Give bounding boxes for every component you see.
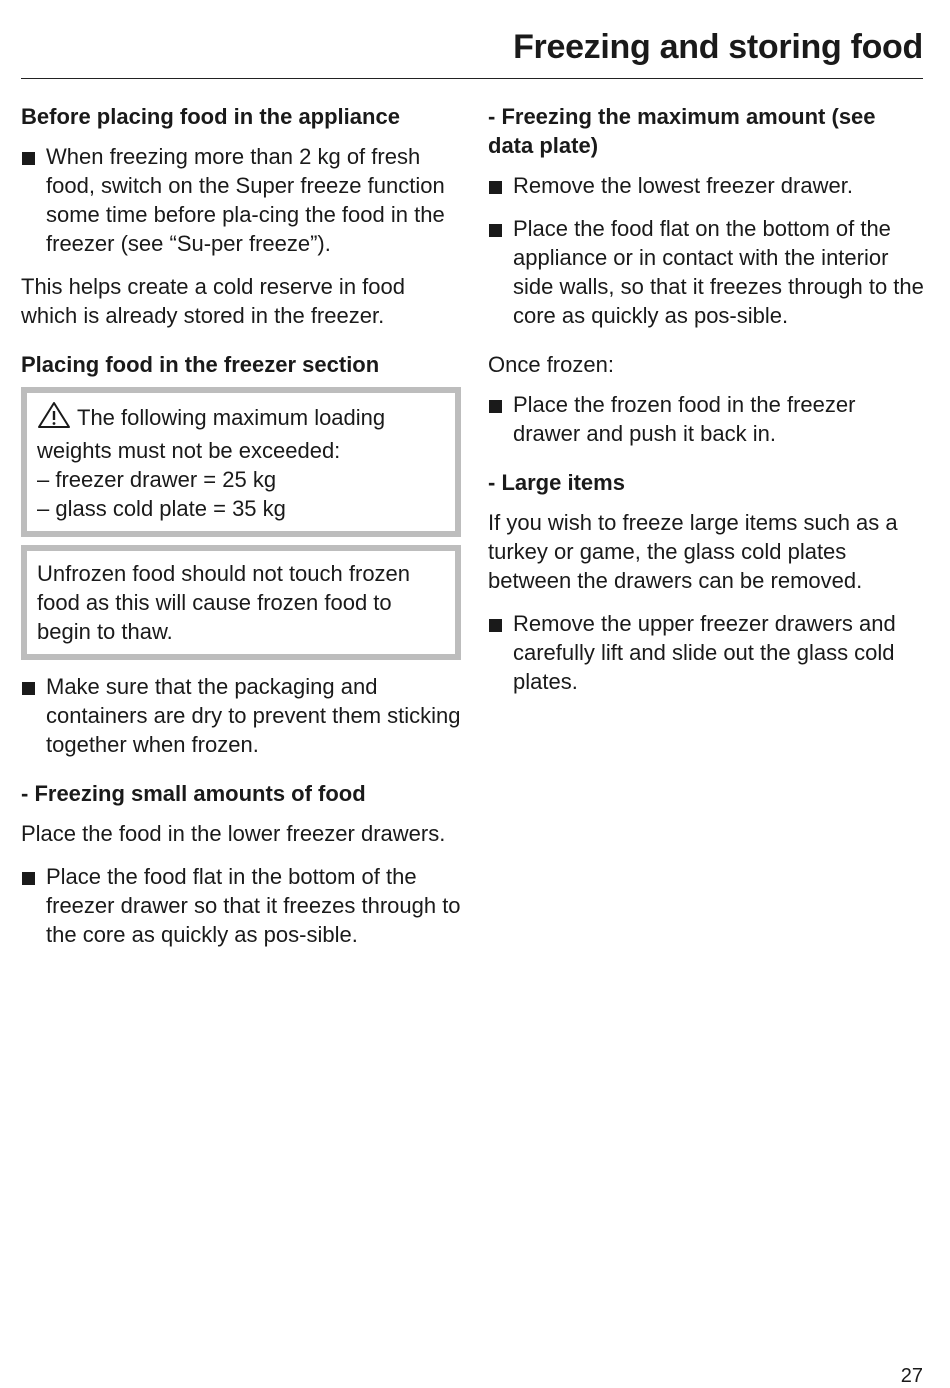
paragraph-cold-reserve: This helps create a cold reserve in food which is already stored in the freezer. [21,274,405,328]
bullet-place-frozen-food: Place the frozen food in the freezer drawer and push it back in. [488,390,926,448]
bullet-square-icon [22,872,35,885]
bullet-food-flat-bottom: Place the food flat on the bottom of the appliance or in contact with the interior side walls, so that it freezes through to the core as quickly as pos-sible. [488,214,926,330]
bullet-square-icon [22,152,35,165]
section-heading-small-amounts: - Freezing small amounts of food [21,781,366,806]
warning-limit-plate: – glass cold plate = 35 kg [37,496,286,521]
header-rule [21,78,923,79]
bullet-square-icon [489,400,502,413]
paragraph-once-frozen: Once frozen: [488,352,614,377]
bullet-square-icon [489,181,502,194]
bullet-square-icon [489,619,502,632]
section-heading-before-placing: Before placing food in the appliance [21,104,400,129]
page-number: 27 [900,1365,923,1387]
warning-limit-drawer: – freezer drawer = 25 kg [37,467,277,492]
left-column [21,102,461,949]
bullet-packaging-dry: Make sure that the packaging and containers are dry to prevent them sticking together when frozen. [21,672,461,759]
bullet-food-flat-drawer: Place the food flat in the bottom of the freezer drawer so that it freezes through to the core as quickly as pos-sible. [21,862,461,949]
warning-box [21,387,461,537]
right-column [488,102,926,696]
warning-text: The following maximum loading weights must not be exceeded: [37,405,386,463]
paragraph-large-items: If you wish to freeze large items such as a turkey or game, the glass cold plates between the drawers can be removed. [488,510,898,593]
section-heading-maximum-amount: - Freezing the maximum amount (see data plate) [488,104,876,158]
section-heading-placing-food: Placing food in the freezer section [21,352,380,377]
bullet-square-icon [489,224,502,237]
bullet-remove-upper-drawers: Remove the upper freezer drawers and carefully lift and slide out the glass cold plates. [488,609,926,696]
section-heading-large-items: - Large items [488,470,625,495]
warning-triangle-icon [37,401,71,436]
bullet-remove-lowest-drawer: Remove the lowest freezer drawer. [488,171,926,200]
bullet-super-freeze: When freezing more than 2 kg of fresh food, switch on the Super freeze function some time before pla-cing the food in the freezer (see “Su-per freeze”). [21,142,461,258]
note-box: Unfrozen food should not touch frozen food as this will cause frozen food to begin to thaw. [21,545,461,660]
paragraph-lower-drawers: Place the food in the lower freezer drawers. [21,821,446,846]
page-title: Freezing and storing food [513,28,923,66]
bullet-square-icon [22,682,35,695]
